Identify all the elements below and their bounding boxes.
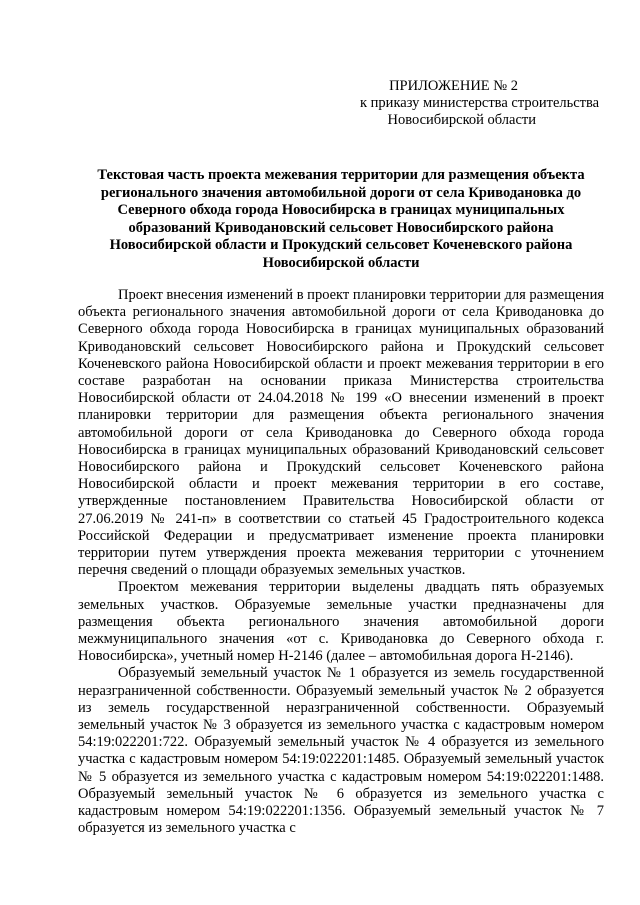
title-line: образований Криводановский сельсовет Новосибирского района	[128, 219, 554, 236]
appendix-region-line: Новосибирской области	[387, 112, 536, 128]
title-line: Текстовая часть проекта межевания территории для размещения объекта	[97, 167, 585, 183]
appendix-block	[360, 78, 600, 129]
document-title	[78, 167, 604, 273]
body-paragraph: Проектом межевания территории выделены двадцать пять образуемых земельных участков. Образуемые земельные участки предназначены для размещения объекта регионального значения автомобильной дороги межмуниципального значения «от с. Криводановка до Северного обхода г. Новосибирска», учетный номер Н-2146 (далее – автомобильная дорога Н-2146).	[78, 579, 604, 665]
document-body	[78, 287, 604, 838]
title-line: Северного обхода города Новосибирска в границах муниципальных	[117, 202, 565, 219]
appendix-title: ПРИЛОЖЕНИЕ № 2	[389, 78, 518, 94]
body-paragraph: Образуемый земельный участок № 1 образуется из земель государственной неразграниченной собственности. Образуемый земельный участок № 2 образуется из земель государственной неразграниченной собственности. Образуемый земельный участок № 3 образуется из земельного участка с кадастровым номером 54:19:022201:722. Образуемый земельный участок № 4 образуется из земельного участка с кадастровым номером 54:19:022201:1485. Образуемый земельный участок № 5 образуется из земельного участка с кадастровым номером 54:19:022201:1488. Образуемый земельный участок № 6 образуется из земельного участка с кадастровым номером 54:19:022201:1356. Образуемый земельный участок № 7 образуется из земельного участка с	[78, 665, 604, 837]
title-line: Новосибирской области	[262, 254, 420, 271]
title-line: регионального значения автомобильной дороги от села Криводановка до	[100, 184, 582, 201]
appendix-order-line: к приказу министерства строительства	[360, 95, 600, 111]
title-line: Новосибирской области и Прокудский сельсовет Коченевского района	[109, 237, 573, 254]
body-paragraph: Проект внесения изменений в проект планировки территории для размещения объекта регионального значения автомобильной дороги от села Криводановка до Северного обхода города Новосибирска в границах муниципальных образований Криводановский сельсовет Новосибирского района и Прокудский сельсовет Коченевского района Новосибирской области и проект межевания территории в его составе разработан на основании приказа Министерства строительства Новосибирской области от 24.04.2018 № 199 «О внесении изменений в проект планировки территории для размещения объекта регионального значения автомобильной дороги от села Криводановка до Северного обхода города Новосибирска в границах муниципальных образований Криводановский сельсовет Новосибирского района и Прокудский сельсовет Коченевского района Новосибирской области и проект межевания территории в его составе, утвержденные постановлением Правительства Новосибирской области от 27.06.2019 № 241-п» в соответствии со статьей 45 Градостроительного кодекса Российской Федерации и предусматривает изменение проекта планировки территории путем утверждения проекта межевания территории с уточнением перечня сведений о площади образуемых земельных участков.	[78, 287, 604, 579]
